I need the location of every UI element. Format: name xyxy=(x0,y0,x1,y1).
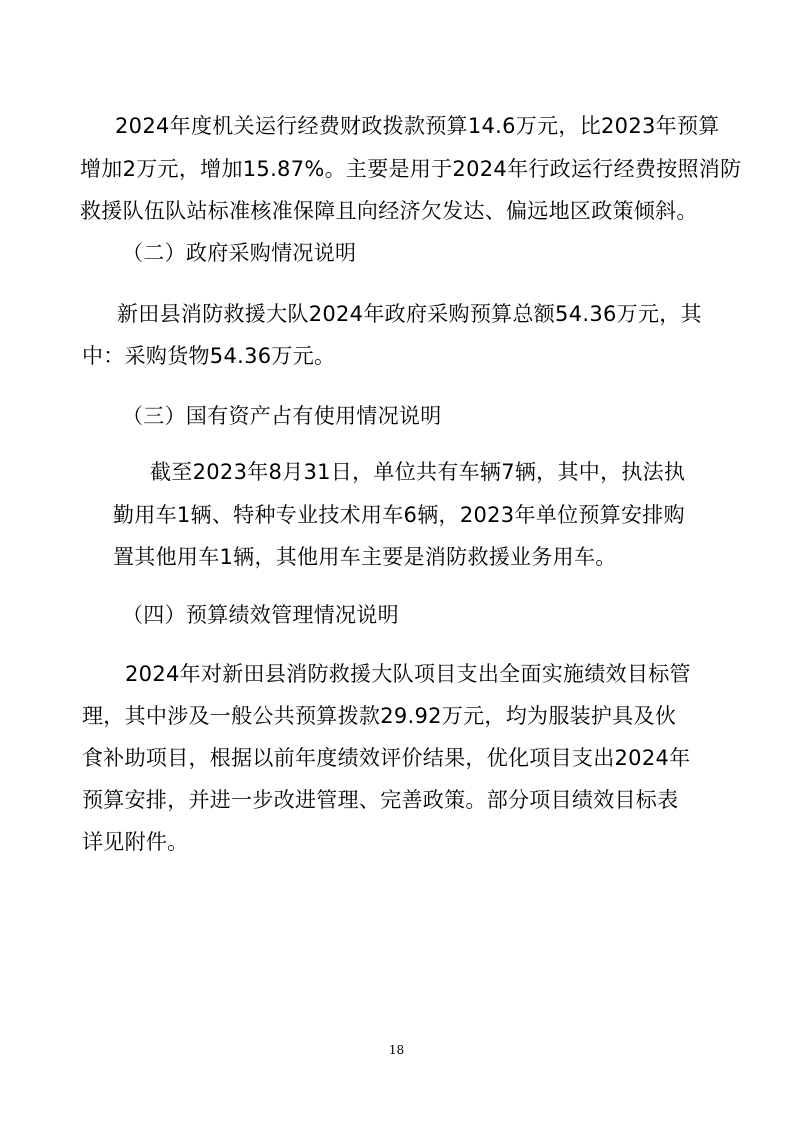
section-heading: （四）预算绩效管理情况说明 xyxy=(122,603,399,627)
paragraph-line: 新田县消防救援大队2024年政府采购预算总额54.36万元，其 xyxy=(117,302,702,326)
paragraph-line: 食补助项目，根据以前年度绩效评价结果，优化项目支出2024年 xyxy=(82,746,691,770)
paragraph-line: 救援队伍队站标准核准保障且向经济欠发达、偏远地区政策倾斜。 xyxy=(80,199,698,223)
paragraph-line: 增加2万元，增加15.87%。主要是用于2024年行政运行经费按照消防 xyxy=(80,157,742,181)
paragraph-line: 理，其中涉及一般公共预算拨款29.92万元，均为服装护具及伙 xyxy=(82,704,677,728)
page-number: 18 xyxy=(388,1043,405,1057)
paragraph-line: 勤用车1辆、特种专业技术用车6辆，2023年单位预算安排购 xyxy=(113,503,685,527)
paragraph-line: 中：采购货物54.36万元。 xyxy=(82,344,336,368)
section-heading: （三）国有资产占有使用情况说明 xyxy=(122,404,442,428)
section-heading: （二）政府采购情况说明 xyxy=(122,241,357,265)
paragraph-line: 2024年对新田县消防救援大队项目支出全面实施绩效目标管 xyxy=(125,662,691,686)
paragraph-line: 置其他用车1辆，其他用车主要是消防救援业务用车。 xyxy=(113,545,617,569)
paragraph-line: 截至2023年8月31日，单位共有车辆7辆，其中，执法执 xyxy=(150,460,686,484)
paragraph-line: 详见附件。 xyxy=(82,830,189,854)
paragraph-line: 预算安排，并进一步改进管理、完善政策。部分项目绩效目标表 xyxy=(82,788,679,812)
paragraph-line: 2024年度机关运行经费财政拨款预算14.6万元，比2023年预算 xyxy=(115,114,720,138)
